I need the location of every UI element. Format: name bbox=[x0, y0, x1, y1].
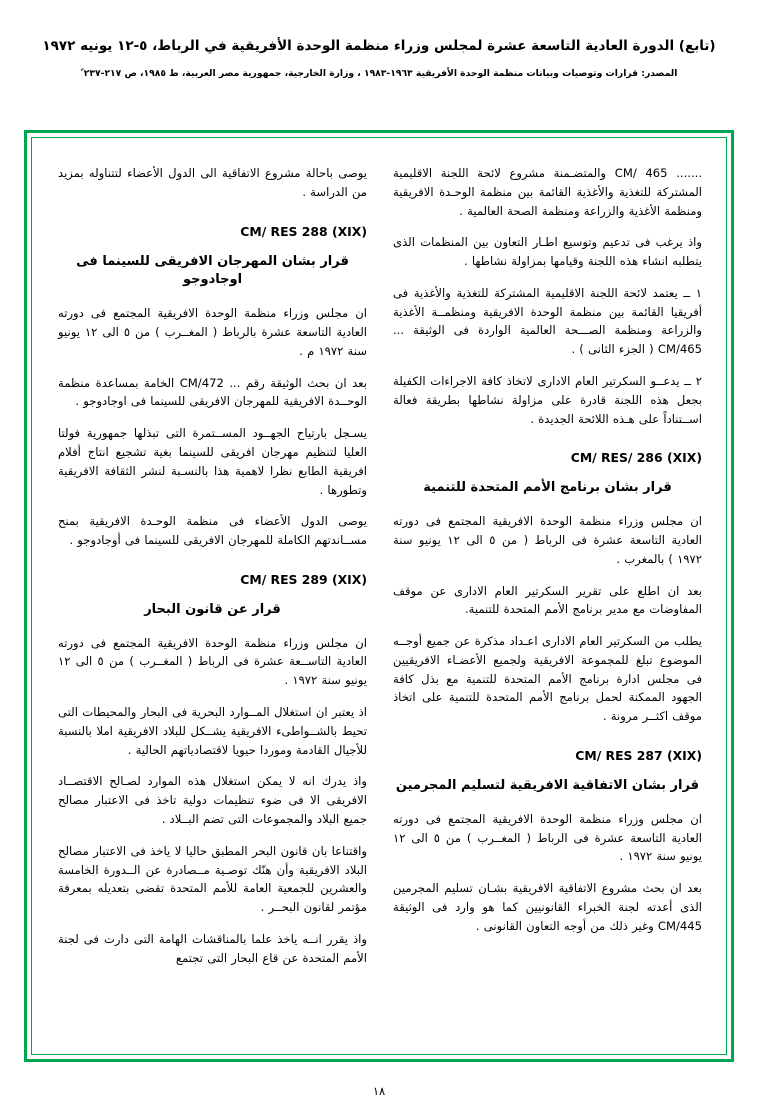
resolution-title: قرار عن قانون البحار bbox=[144, 601, 281, 617]
paragraph: يوصى باحالة مشروع الاتفاقية الى الدول الأعضاء لتتناوله بمزيد من الدراسة . bbox=[58, 166, 367, 199]
content-frame-inner bbox=[31, 137, 727, 1055]
paragraph: بعد ان بحث مشروع الاتفاقية الافريقية بشـان تسليم المجرمين الذى أعدته لجنة الخبراء القانونيين كما هو وارد فى الوثيقة CM/445 وغير ذلك من أوجه التعاون القانونى . bbox=[393, 881, 702, 933]
paragraph: اذ يعتبر ان استغلال المــوارد البحرية فى البحار والمحيطات التى تحيط بالشــواطىء الافريقية يشــكل للبلاد الافريقية املا بالنسبة للأجيال القادمة وموردا حيويا لاقتصادياتهم الحالية . bbox=[58, 705, 367, 757]
document-page bbox=[0, 38, 758, 1116]
page-number: ١٨ bbox=[372, 1084, 386, 1098]
paragraph: ان مجلس وزراء منظمة الوحدة الافريقية المجتمع فى دورته العادية التاســعة عشرة فى الرباط ( المغــرب ) من ٥ الى ١٢ يونيو سنة ١٩٧٢ . bbox=[58, 635, 367, 688]
paragraph: بعد ان بحث الوثيقة رقم ... CM/472 الخامة بمساعدة منظمة الوحــدة الافريقية للمهرجان الافريقى للسينما فى اوجادوجو . bbox=[58, 375, 367, 409]
resolution-id: CM/ RES 288 (XIX) bbox=[240, 223, 367, 239]
resolution-title: قرار بشان المهرجان الافريقى للسينما فى اوجادوجو bbox=[76, 253, 349, 288]
paragraph: واذ يقرر انــه ياخذ علما بالمناقشات الهامة التى دارت فى لجنة الأمم المتحدة عن قاع البحار التى تجتمع bbox=[58, 931, 367, 965]
resolution-id: CM/ RES 289 (XIX) bbox=[240, 571, 367, 587]
paragraph: ان مجلس وزراء منظمة الوحدة الافريقية المجتمع فى دورته العادية التاسعة عشرة بالرباط ( المغــرب ) من ٥ الى ١٢ يونيو سنة ١٩٧٢ م . bbox=[58, 306, 367, 358]
page-header-title: (تابع) الدورة العادية التاسعة عشرة لمجلس وزراء منظمة الوحدة الأفريقية في الرباط، ٥-١٢ يونيه ١٩٧٢ bbox=[42, 38, 716, 54]
paragraph: يوصى الدول الأعضاء فى منظمة الوحـدة الافريقية بمنح مســاندتهم الكاملة للمهرجان الافريقى للسينما فى أوجادوجو . bbox=[58, 514, 367, 548]
paragraph: ١ ــ يعتمد لائحة اللجنة الاقليمية المشتركة للتغذية والأغذية فى أفريقيا القائمة بين منظمة الوحدة الافريقية ومنظمــة الأغذية والزراعة ومنظمة الصـــحة العالمية الواردة فى الوثيقة ... CM/465 ( الجزء الثانى ) . bbox=[393, 285, 702, 357]
resolution-id: CM/ RES/ 286 (XIX) bbox=[570, 450, 702, 466]
resolution-id: CM/ RES 287 (XIX) bbox=[575, 748, 702, 764]
paragraph: ان مجلس وزراء منظمة الوحدة الافريقية المجتمع فى دورته العادية التاسعة عشرة فى الرباط ( المغــرب ) من ٥ الى ١٢ يونيو سنة ١٩٧٢ . bbox=[393, 811, 703, 864]
paragraph: يسـجل بارتياح الجهــود المســتمرة التى تبذلها جمهورية فولتا العليا لتنظيم مهرجان افريقى للسينما بغية تشجيع انتاج أفلام افريقية الطابع نظرا لاهمية هذا بالنسـبة لنشر الثقافة الافريقية وتطورها . bbox=[58, 426, 367, 497]
paragraph: ٢ ــ يدعــو السكرتير العام الادارى لاتخاذ كافة الاجراءات الكفيلة بجعل هذه اللجنة قادرة على مزاولة نشاطها بطريقة فعالة اســتناداً على هـذه اللائحة الجديدة . bbox=[393, 374, 702, 426]
resolution-title: قرار بشان الاتفاقية الافريقية لتسليم المجرمين bbox=[395, 778, 700, 794]
content-frame bbox=[24, 130, 734, 1062]
paragraph: واذ يدرك انه لا يمكن استغلال هذه الموارد لصـالح الاقتصــاد الافريقى الا فى ضوء تنظيمات دولية تاخذ فى الاعتبار مصالح جميع البلاد والمجموعات التى تضم البــلاد . bbox=[58, 774, 367, 826]
column-left bbox=[54, 158, 367, 1040]
paragraph: واقتناعا بان قانون البحر المطبق حاليا لا ياخذ فى الاعتبار مصالح البلاد الافريقية وأن هنّك توصـية مــصادرة عن الــدورة الخامسة والعشرين للجمعية العامة للأمم المتحدة تقضى بتعديله بمعرفة مؤتمر لقانون البحــر . bbox=[58, 843, 367, 915]
paragraph: واذ يرغب فى تدعيم وتوسيع اطـار التعاون بين المنظمات الذى يتطلبه انشاء هذه اللجنة وقيامها بمزاولة نشاطها . bbox=[393, 235, 702, 269]
paragraph: ان مجلس وزراء منظمة الوحدة الافريقية المجتمع فى دورته العادية التاسعة عشرة فى الرباط ( من ٥ الى ١٢ يونيو سنة ١٩٧٢ ) بالمغرب . bbox=[393, 514, 702, 566]
resolution-title: قرار بشان برنامج الأمم المتحدة للتنمية bbox=[423, 480, 672, 496]
paragraph: يطلب من السكرتير العام الادارى اعـداد مذكرة عن جميع أوجــه الموضوع تبلغ للمجموعة الافريقية ولجميع الأعضـاء الافريقيين فى مجلس ادارة برنامج الأمم المتحدة للتنمية مع بذل كافة الجهود الممكنة لحمل برنامج الأمم المتحدة للتنمية على اتخاذ موقف اكثــر مرونة . bbox=[393, 634, 702, 724]
page-header-source: المصدر: قرارات وتوصيات وبيانات منظمة الوحدة الأفريقية ١٩٦٣-١٩٨٣ ، وزارة الخارجية، جمهورية مصر العربية، ط ١٩٨٥، ص ٢١٧-٢٣٧ ً bbox=[80, 67, 678, 79]
paragraph: بعد ان اطلع على تقرير السكرتير العام الادارى عن موقف المفاوضات مع مدير برنامج الأمم المتحدة للتنمية. bbox=[393, 583, 702, 617]
paragraph: ....... CM/ 465 والمتضـمنة مشروع لائحة اللجنة الاقليمية المشتركة للتغذية والأغذية القائمة بين منظمة الوحـدة الافريقية ومنظمة الأغذية والزراعة ومنظمة الصحة العالمية . bbox=[393, 166, 703, 218]
column-right bbox=[393, 158, 704, 1040]
